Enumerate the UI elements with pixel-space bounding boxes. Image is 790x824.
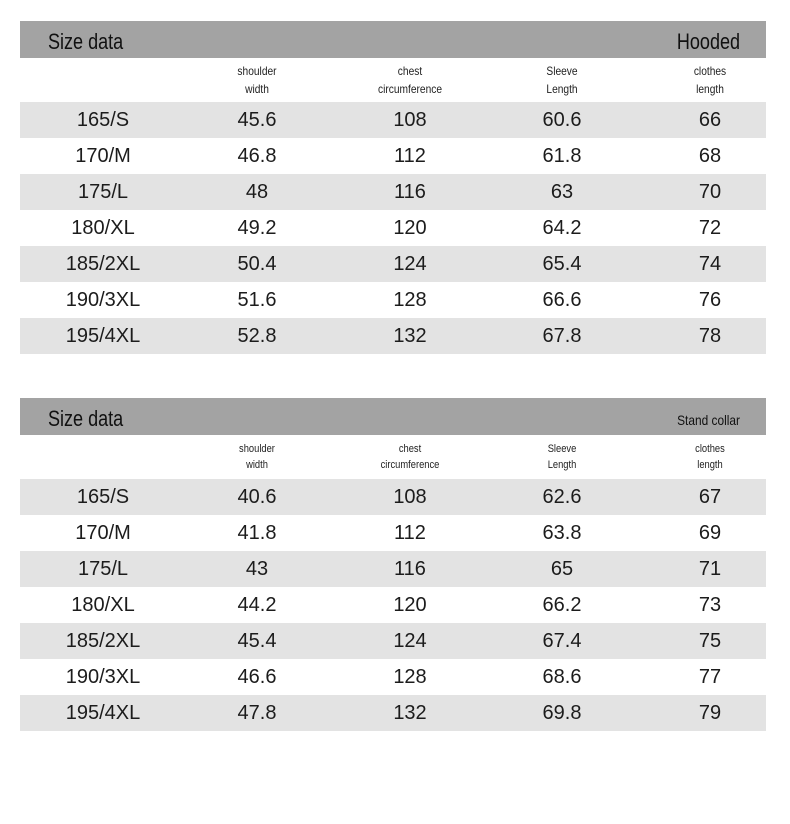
table-row: [20, 174, 766, 210]
cell-clothes-length: 67: [698, 486, 722, 508]
table-row: [20, 102, 766, 138]
cell-size: 170/M: [75, 145, 131, 167]
cell-sleeve-length: 65.4: [542, 253, 582, 275]
table-row: [20, 282, 766, 318]
cell-sleeve-length: 62.6: [542, 486, 582, 508]
cell-size: 165/S: [76, 109, 130, 131]
cell-size: 185/2XL: [65, 253, 141, 275]
cell-sleeve-length: 64.2: [542, 217, 582, 239]
table-row: [20, 551, 766, 587]
cell-size: 170/M: [75, 522, 131, 544]
cell-size: 180/XL: [71, 594, 135, 616]
cell-sleeve-length: 68.6: [542, 666, 582, 688]
cell-sleeve-length: 67.4: [542, 630, 582, 652]
cell-size: 195/4XL: [65, 702, 141, 724]
cell-shoulder-width: 46.6: [237, 666, 277, 688]
header-shoulder-width: shoulder width: [237, 64, 277, 96]
cell-chest-circumference: 132: [393, 325, 427, 347]
column-header-row: [20, 435, 766, 479]
cell-shoulder-width: 51.6: [237, 289, 277, 311]
table-row: [20, 587, 766, 623]
cell-clothes-length: 76: [698, 289, 722, 311]
cell-chest-circumference: 116: [394, 558, 426, 580]
cell-chest-circumference: 112: [394, 522, 426, 544]
cell-chest-circumference: 108: [393, 486, 427, 508]
style-label: Hooded: [676, 29, 740, 54]
cell-shoulder-width: 52.8: [237, 325, 277, 347]
cell-clothes-length: 77: [698, 666, 722, 688]
header-chest-circumference: chest circumference: [377, 64, 443, 96]
cell-shoulder-width: 43: [245, 558, 269, 580]
cell-chest-circumference: 128: [393, 666, 427, 688]
header-clothes-length: clothes length: [693, 64, 727, 96]
cell-clothes-length: 72: [698, 217, 722, 239]
cell-size: 190/3XL: [65, 289, 141, 311]
table-title: Size data: [48, 29, 124, 54]
cell-chest-circumference: 128: [393, 289, 427, 311]
cell-sleeve-length: 69.8: [542, 702, 582, 724]
cell-shoulder-width: 49.2: [237, 217, 277, 239]
table-row: [20, 695, 766, 731]
cell-shoulder-width: 45.6: [237, 109, 277, 131]
cell-clothes-length: 71: [698, 558, 722, 580]
cell-sleeve-length: 66.2: [542, 594, 582, 616]
size-table-stand-collar: [20, 398, 766, 731]
column-header-row: [20, 58, 766, 102]
table-row: [20, 210, 766, 246]
cell-shoulder-width: 50.4: [237, 253, 277, 275]
cell-clothes-length: 79: [698, 702, 722, 724]
cell-clothes-length: 70: [698, 181, 722, 203]
style-label: Stand collar: [677, 412, 740, 428]
header-chest-circumference: chest circumference: [380, 443, 440, 471]
table-title-bar: [20, 398, 766, 435]
table-body: [20, 479, 766, 731]
cell-chest-circumference: 132: [393, 702, 427, 724]
cell-chest-circumference: 108: [393, 109, 427, 131]
cell-sleeve-length: 66.6: [542, 289, 582, 311]
cell-clothes-length: 74: [698, 253, 722, 275]
table-row: [20, 515, 766, 551]
header-shoulder-width: shoulder width: [239, 443, 275, 471]
header-clothes-length: clothes length: [695, 443, 725, 471]
cell-shoulder-width: 44.2: [237, 594, 277, 616]
cell-chest-circumference: 120: [393, 217, 427, 239]
cell-size: 180/XL: [71, 217, 135, 239]
cell-sleeve-length: 61.8: [542, 145, 582, 167]
cell-sleeve-length: 63: [550, 181, 574, 203]
cell-shoulder-width: 41.8: [237, 522, 277, 544]
cell-shoulder-width: 40.6: [237, 486, 277, 508]
cell-chest-circumference: 120: [393, 594, 427, 616]
cell-clothes-length: 73: [698, 594, 722, 616]
cell-sleeve-length: 63.8: [542, 522, 582, 544]
table-body: [20, 102, 766, 354]
cell-size: 175/L: [77, 558, 129, 580]
cell-clothes-length: 78: [698, 325, 722, 347]
table-row: [20, 318, 766, 354]
cell-shoulder-width: 46.8: [237, 145, 277, 167]
size-table-hooded: [20, 21, 766, 354]
table-title: Size data: [48, 406, 124, 431]
cell-clothes-length: 68: [698, 145, 722, 167]
table-row: [20, 138, 766, 174]
cell-sleeve-length: 60.6: [542, 109, 582, 131]
cell-chest-circumference: 112: [394, 145, 426, 167]
cell-clothes-length: 75: [698, 630, 722, 652]
table-row: [20, 623, 766, 659]
cell-size: 195/4XL: [65, 325, 141, 347]
cell-clothes-length: 69: [698, 522, 722, 544]
cell-size: 190/3XL: [65, 666, 141, 688]
table-row: [20, 659, 766, 695]
cell-chest-circumference: 116: [394, 181, 426, 203]
cell-shoulder-width: 48: [245, 181, 269, 203]
cell-shoulder-width: 45.4: [237, 630, 277, 652]
cell-size: 165/S: [76, 486, 130, 508]
table-row: [20, 246, 766, 282]
cell-size: 185/2XL: [65, 630, 141, 652]
table-title-bar: [20, 21, 766, 58]
cell-chest-circumference: 124: [393, 630, 427, 652]
header-sleeve-length: Sleeve Length: [547, 443, 577, 471]
table-row: [20, 479, 766, 515]
cell-chest-circumference: 124: [393, 253, 427, 275]
header-sleeve-length: Sleeve Length: [546, 64, 578, 96]
cell-size: 175/L: [77, 181, 129, 203]
cell-sleeve-length: 65: [550, 558, 574, 580]
cell-sleeve-length: 67.8: [542, 325, 582, 347]
cell-clothes-length: 66: [698, 109, 722, 131]
cell-shoulder-width: 47.8: [237, 702, 277, 724]
